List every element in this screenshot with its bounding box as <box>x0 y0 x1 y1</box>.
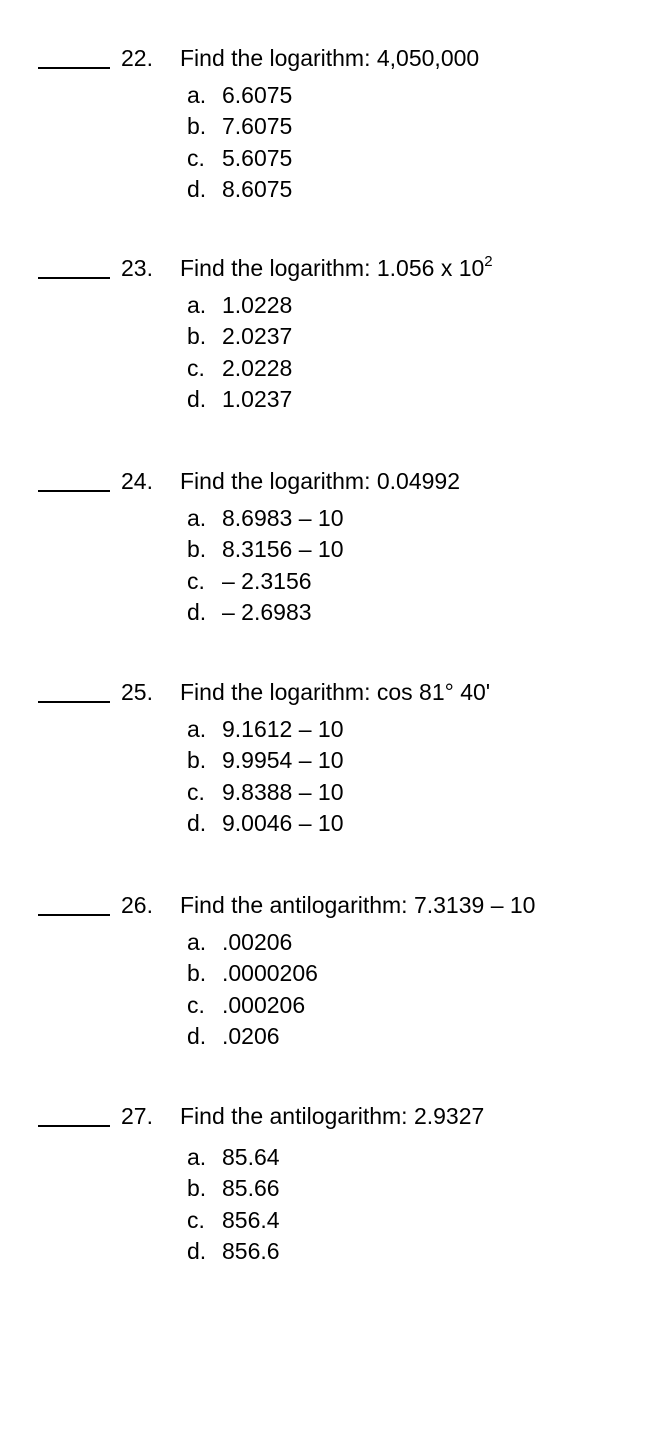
choice-a[interactable] <box>187 927 318 958</box>
choice-list <box>187 80 292 205</box>
choice-value: 2.0228 <box>222 354 293 381</box>
choice-value: 9.1612 – 10 <box>222 716 344 742</box>
question-number: 25. <box>121 679 153 705</box>
question-23 <box>0 253 672 412</box>
choice-value: – 2.6983 <box>222 598 312 625</box>
choice-letter: d. <box>187 175 207 202</box>
choice-list <box>187 714 344 839</box>
choice-letter: b. <box>187 536 207 563</box>
choice-value: 8.3156 – 10 <box>222 536 344 563</box>
choice-list <box>187 290 292 415</box>
choice-letter: b. <box>187 323 207 350</box>
question-header <box>0 677 672 707</box>
choice-c[interactable] <box>187 143 292 174</box>
choice-letter: b. <box>187 747 207 774</box>
choice-value: 856.6 <box>222 1237 280 1264</box>
question-number: 27. <box>121 1103 153 1129</box>
choice-letter: b. <box>187 960 207 987</box>
choice-d[interactable] <box>187 597 344 628</box>
choice-letter: c. <box>187 567 205 594</box>
question-number: 22. <box>121 45 153 71</box>
question-prompt: Find the antilogarithm: 2.9327 <box>180 1103 485 1129</box>
question-number: 23. <box>121 255 153 281</box>
choice-letter: d. <box>187 598 207 625</box>
choice-letter: d. <box>187 1237 207 1264</box>
choice-value: 9.0046 – 10 <box>222 809 344 836</box>
answer-blank[interactable] <box>38 701 110 703</box>
question-prompt: Find the logarithm: 4,050,000 <box>180 45 480 71</box>
question-22 <box>0 43 672 202</box>
answer-blank[interactable] <box>38 277 110 279</box>
choice-list <box>187 503 344 628</box>
question-header <box>0 890 672 920</box>
choice-value: 85.64 <box>222 1144 280 1170</box>
choice-b[interactable] <box>187 534 344 565</box>
choice-b[interactable] <box>187 958 318 989</box>
choice-c[interactable] <box>187 777 344 808</box>
answer-blank[interactable] <box>38 914 110 916</box>
choice-d[interactable] <box>187 384 292 415</box>
question-number: 24. <box>121 468 153 494</box>
choice-a[interactable] <box>187 714 344 745</box>
choice-b[interactable] <box>187 1173 280 1204</box>
choice-a[interactable] <box>187 1142 280 1173</box>
choice-letter: c. <box>187 778 205 805</box>
choice-value: 856.4 <box>222 1206 280 1233</box>
choice-letter: c. <box>187 991 205 1018</box>
choice-value: .00206 <box>222 929 293 955</box>
choice-value: .000206 <box>222 991 306 1018</box>
choice-value: 5.6075 <box>222 144 293 171</box>
choice-c[interactable] <box>187 1205 280 1236</box>
choice-letter: c. <box>187 144 205 171</box>
choice-list <box>187 927 318 1052</box>
question-prompt: Find the antilogarithm: 7.3139 – 10 <box>180 892 536 918</box>
choice-value: – 2.3156 <box>222 567 312 594</box>
choice-letter: d. <box>187 809 207 836</box>
choice-b[interactable] <box>187 321 292 352</box>
question-27 <box>0 1101 672 1264</box>
choice-letter: a. <box>187 505 207 531</box>
choice-letter: a. <box>187 292 207 318</box>
choice-c[interactable] <box>187 990 318 1021</box>
choice-value: 7.6075 <box>222 113 293 140</box>
choice-letter: a. <box>187 716 207 742</box>
choice-d[interactable] <box>187 174 292 205</box>
question-header <box>0 253 672 283</box>
exponent: 2 <box>484 253 493 271</box>
choice-letter: a. <box>187 929 207 955</box>
question-prompt: Find the logarithm: 0.04992 <box>180 468 461 494</box>
choice-value: 1.0237 <box>222 385 293 412</box>
choice-c[interactable] <box>187 566 344 597</box>
question-24 <box>0 466 672 625</box>
choice-d[interactable] <box>187 1021 318 1052</box>
question-header <box>0 466 672 496</box>
choice-letter: b. <box>187 113 207 140</box>
question-26 <box>0 890 672 1049</box>
choice-c[interactable] <box>187 353 292 384</box>
choice-letter: a. <box>187 1144 207 1170</box>
choice-value: 8.6075 <box>222 175 293 202</box>
choice-value: .0000206 <box>222 960 318 987</box>
choice-letter: c. <box>187 354 205 381</box>
choice-value: 6.6075 <box>222 82 293 108</box>
choice-a[interactable] <box>187 80 292 111</box>
choice-letter: b. <box>187 1175 207 1202</box>
choice-value: 1.0228 <box>222 292 293 318</box>
answer-blank[interactable] <box>38 1125 110 1127</box>
choice-value: 8.6983 – 10 <box>222 505 344 531</box>
choice-letter: d. <box>187 385 207 412</box>
choice-value: 9.9954 – 10 <box>222 747 344 774</box>
question-prompt-line <box>180 253 493 283</box>
choice-a[interactable] <box>187 503 344 534</box>
question-header <box>0 1101 672 1131</box>
choice-letter: d. <box>187 1022 207 1049</box>
choice-value: .0206 <box>222 1022 280 1049</box>
answer-blank[interactable] <box>38 490 110 492</box>
choice-letter: c. <box>187 1206 205 1233</box>
question-number: 26. <box>121 892 153 918</box>
choice-value: 9.8388 – 10 <box>222 778 344 805</box>
choice-value: 85.66 <box>222 1175 280 1202</box>
question-25 <box>0 677 672 836</box>
choice-letter: a. <box>187 82 207 108</box>
choice-b[interactable] <box>187 111 292 142</box>
choice-d[interactable] <box>187 1236 280 1267</box>
question-header <box>0 43 672 73</box>
choice-a[interactable] <box>187 290 292 321</box>
answer-blank[interactable] <box>38 67 110 69</box>
choice-value: 2.0237 <box>222 323 293 350</box>
question-prompt: Find the logarithm: 1.056 x 10 <box>180 255 485 281</box>
choice-d[interactable] <box>187 808 344 839</box>
choice-list <box>187 1142 280 1267</box>
question-prompt: Find the logarithm: cos 81° 40' <box>180 679 491 705</box>
choice-b[interactable] <box>187 745 344 776</box>
